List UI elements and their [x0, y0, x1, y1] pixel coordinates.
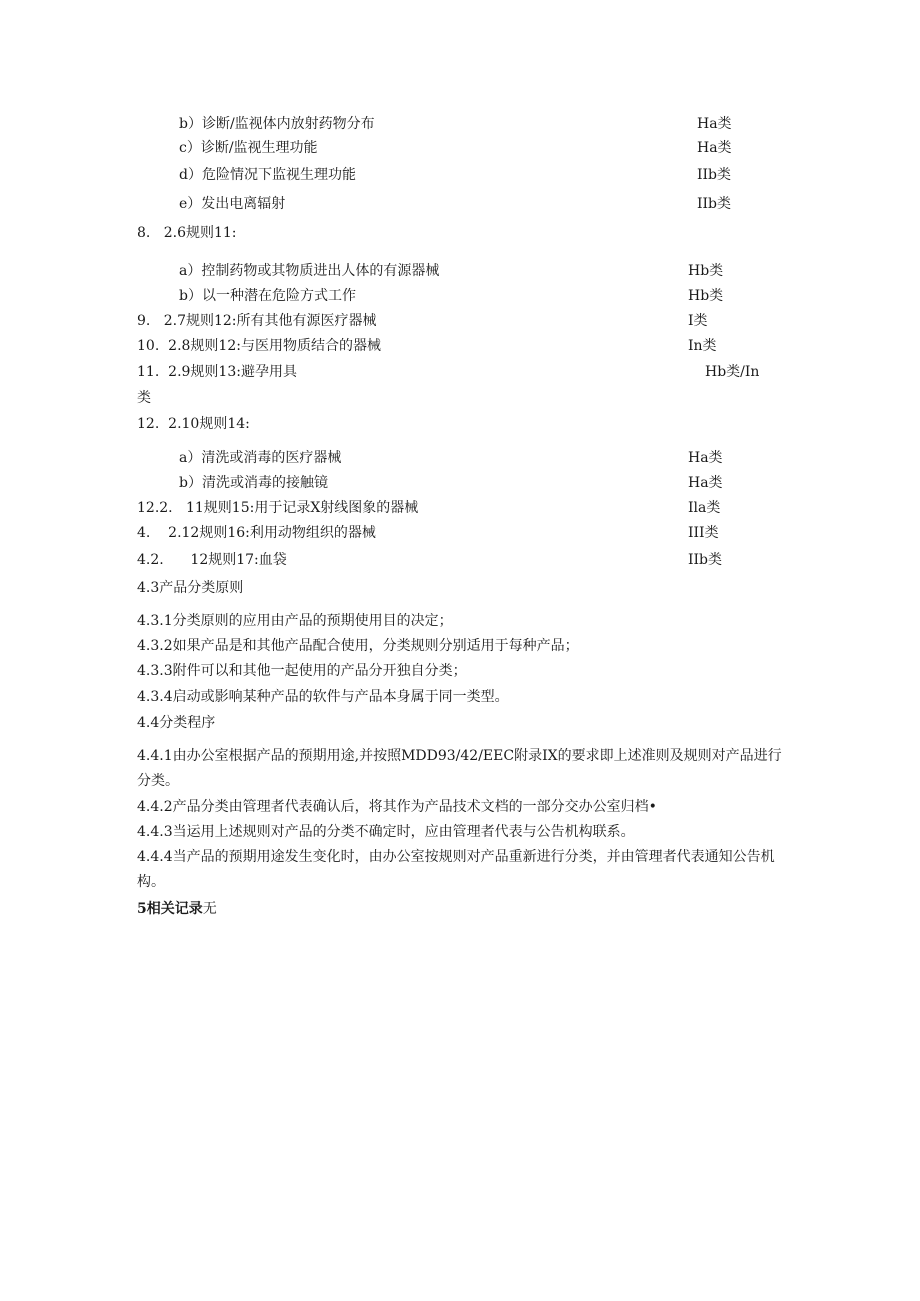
section-4-3-2: 4.3.2如果产品是和其他产品配合使用，分类规则分别适用于每种产品； [137, 638, 579, 654]
rule13-class-continuation: 类 [137, 390, 151, 406]
section-4-4-3: 4.4.3当运用上述规则对产品的分类不确定时，应由管理者代表与公告机构联系。 [137, 824, 635, 840]
section-5-line [137, 900, 217, 918]
rule11-item-b: b）以一种潜在危险方式工作 [179, 288, 356, 304]
section-4-3-heading: 4.3产品分类原则 [137, 580, 244, 596]
rule16-animal-tissue: 4. 2.12规则16:利用动物组织的器械 [137, 525, 376, 541]
section-5-heading: 5相关记录 [137, 901, 203, 917]
rule10-item-d-class: IIb类 [697, 167, 732, 183]
rule10-item-d: d）危险情况下监视生理功能 [179, 167, 356, 183]
rule14-item-a: a）清洗或消毒的医疗器械 [179, 450, 342, 466]
rule10-item-b: b）诊断/监视体内放射药物分布 [179, 116, 375, 132]
section-4-4-4: 4.4.4当产品的预期用途发生变化时，由办公室按规则对产品重新进行分类，并由管理者代表通知公告机构。 [137, 849, 775, 890]
rule14-heading: 12. 2.10规则14: [137, 416, 250, 432]
rule11-item-a-class: Hb类 [688, 263, 724, 279]
rule14-item-b-class: Ha类 [688, 475, 723, 491]
section-5-value: 无 [202, 901, 217, 917]
rule13-contraceptives-class: Hb类/In [705, 364, 760, 380]
rule11-item-a: a）控制药物或其物质进出人体的有源器械 [179, 263, 440, 279]
rule14-item-a-class: Ha类 [688, 450, 723, 466]
rule17-blood-bag: 4.2. 12规则17:血袋 [137, 552, 287, 568]
rule10-item-e-class: IIb类 [697, 196, 732, 212]
rule10-item-e: e）发出电离辐射 [179, 196, 286, 212]
rule15-xray-class: Ila类 [688, 500, 721, 516]
rule14-item-b: b）清洗或消毒的接触镜 [179, 475, 328, 491]
rule13-contraceptives: 11. 2.9规则13:避孕用具 [137, 364, 297, 380]
rule12-active-devices-class: I类 [688, 313, 708, 329]
rule17-blood-bag-class: IIb类 [688, 552, 723, 568]
rule12-medicinal-substance: 10. 2.8规则12:与医用物质结合的器械 [137, 338, 381, 354]
rule10-item-b-class: Ha类 [697, 116, 732, 132]
rule11-heading: 8. 2.6规则11: [137, 225, 237, 241]
section-4-3-4: 4.3.4启动或影响某种产品的软件与产品本身属于同一类型。 [137, 689, 509, 705]
section-4-4-2: 4.4.2产品分类由管理者代表确认后，将其作为产品技术文档的一部分交办公室归档• [137, 799, 657, 815]
rule12-medicinal-substance-class: In类 [688, 338, 717, 354]
rule12-active-devices: 9. 2.7规则12:所有其他有源医疗器械 [137, 313, 377, 329]
rule10-item-c-class: Ha类 [697, 140, 732, 156]
rule11-item-b-class: Hb类 [688, 288, 724, 304]
rule16-animal-tissue-class: III类 [688, 525, 719, 541]
section-4-4-1: 4.4.1由办公室根据产品的预期用途,并按照MDD93/42/EEC附录IX的要求即上述准则及规则对产品进行分类。 [137, 748, 782, 789]
section-4-4-heading: 4.4分类程序 [137, 715, 216, 731]
rule15-xray: 12.2. 11规则15:用于记录X射线图象的器械 [137, 500, 419, 516]
rule10-item-c: c）诊断/监视生理功能 [179, 140, 318, 156]
section-4-3-3: 4.3.3附件可以和其他一起使用的产品分开独自分类； [137, 663, 467, 679]
section-4-3-1: 4.3.1分类原则的应用由产品的预期使用目的决定； [137, 613, 453, 629]
